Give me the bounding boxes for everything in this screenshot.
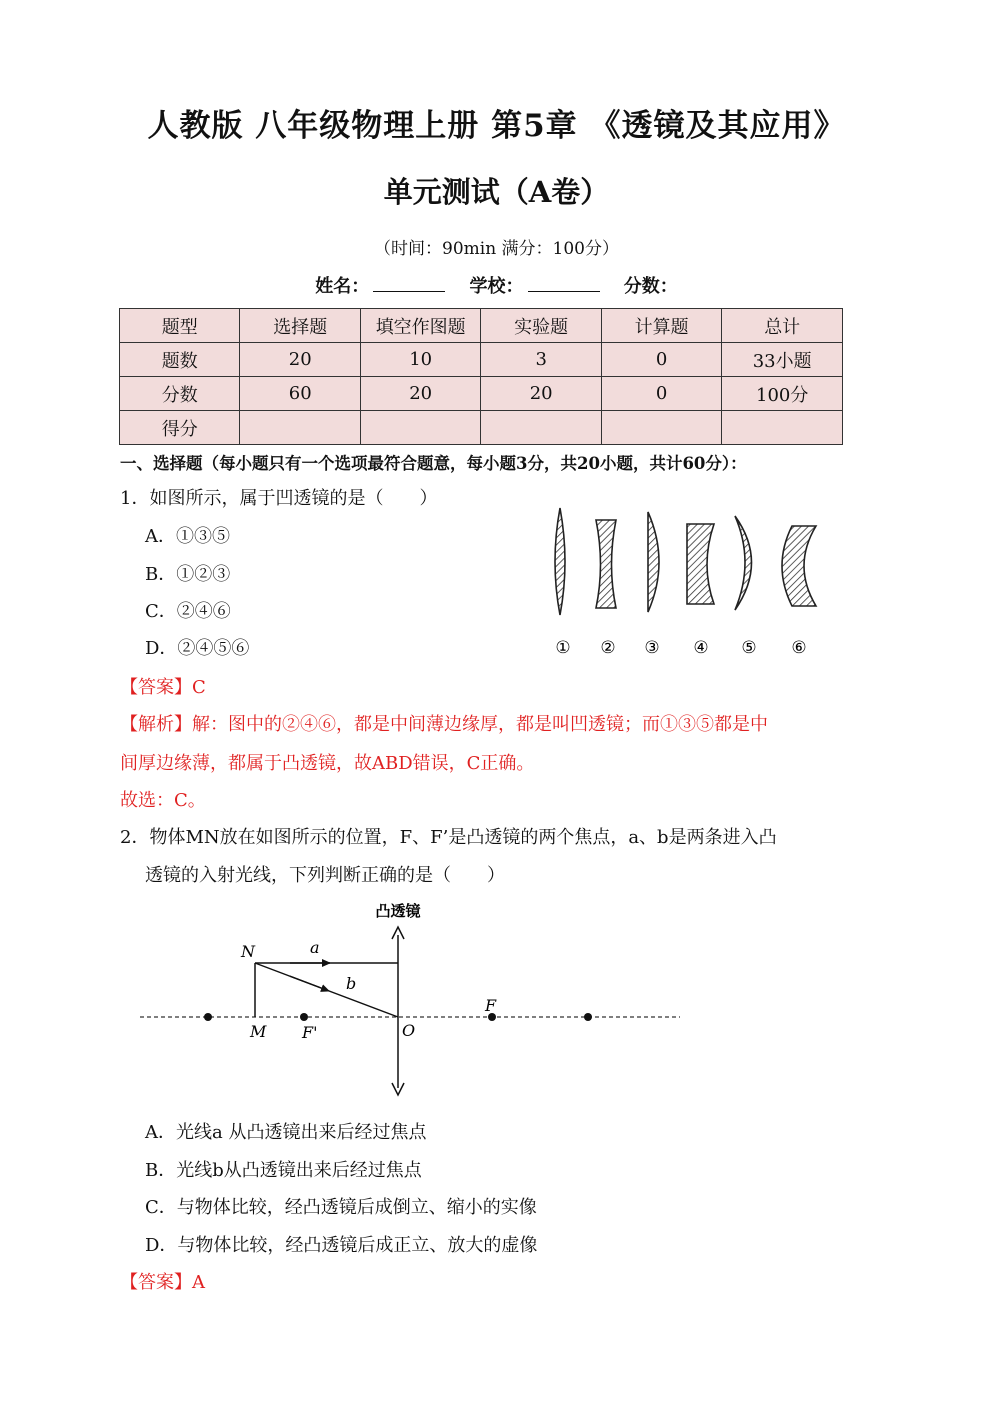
q2-option-b: B．光线b从凸透镜出来后经过焦点 bbox=[145, 1160, 422, 1181]
label-o: O bbox=[402, 1021, 416, 1040]
convex-lens-diagram bbox=[140, 895, 685, 1100]
lens-label-3: ③ bbox=[644, 638, 660, 658]
q2-option-c: C．与物体比较，经凸透镜后成倒立、缩小的实像 bbox=[145, 1197, 537, 1218]
table-cell bbox=[722, 411, 843, 445]
table-cell bbox=[481, 411, 601, 445]
score-label: 分数： bbox=[623, 276, 678, 297]
lens-label-6: ⑥ bbox=[791, 638, 807, 658]
lens-1-biconvex bbox=[555, 508, 565, 615]
answer-tag: 【答案】 bbox=[120, 1272, 192, 1293]
answer-value: A bbox=[192, 1272, 205, 1293]
q2-option-a: A．光线a 从凸透镜出来后经过焦点 bbox=[145, 1122, 427, 1143]
point-f-prime bbox=[300, 1013, 308, 1021]
answer-tag: 【答案】 bbox=[120, 677, 192, 698]
q1-answer bbox=[120, 673, 206, 699]
exam-meta: （时间：90min 满分：100分） bbox=[374, 239, 619, 259]
table-row bbox=[120, 343, 843, 377]
lens-4-plano-concave bbox=[687, 524, 714, 604]
point-2f-left bbox=[204, 1013, 212, 1021]
point-2f-right bbox=[584, 1013, 592, 1021]
school-label: 学校： bbox=[469, 276, 524, 297]
lens-figure bbox=[530, 500, 840, 665]
table-cell: 题型 bbox=[120, 309, 240, 343]
table-cell bbox=[360, 411, 480, 445]
score-table bbox=[119, 308, 843, 445]
label-f-prime: F' bbox=[302, 1023, 318, 1042]
table-cell: 选择题 bbox=[240, 309, 360, 343]
lens-5-convex-meniscus bbox=[735, 516, 752, 610]
table-cell: 0 bbox=[601, 343, 721, 377]
label-a: a bbox=[310, 938, 320, 957]
section-heading: 一、选择题（每小题只有一个选项最符合题意，每小题3分，共20小题，共计60分）： bbox=[120, 454, 747, 473]
table-cell: 实验题 bbox=[481, 309, 601, 343]
table-cell: 填空作图题 bbox=[360, 309, 480, 343]
table-cell: 100分 bbox=[722, 377, 843, 411]
lens-label-2: ② bbox=[600, 638, 616, 658]
q1-option-c: C．②④⑥ bbox=[145, 601, 231, 622]
lens-6-concave-meniscus bbox=[782, 526, 816, 606]
student-info bbox=[0, 272, 993, 298]
q1-conclusion: 故选：C。 bbox=[120, 790, 206, 811]
label-n: N bbox=[241, 942, 255, 961]
q1-option-d: D．②④⑤⑥ bbox=[145, 638, 250, 659]
label-b: b bbox=[346, 974, 357, 993]
table-cell: 分数 bbox=[120, 377, 240, 411]
q1-analysis-line1 bbox=[120, 710, 768, 736]
label-m: M bbox=[250, 1022, 267, 1041]
lens-2-biconcave bbox=[596, 520, 616, 608]
table-cell bbox=[240, 411, 360, 445]
table-cell: 20 bbox=[240, 343, 360, 377]
table-row bbox=[120, 309, 843, 343]
table-cell: 20 bbox=[481, 377, 601, 411]
table-cell: 20 bbox=[360, 377, 480, 411]
table-cell: 0 bbox=[601, 377, 721, 411]
q2-stem-line2: 透镜的入射光线，下列判断正确的是（ ） bbox=[145, 865, 505, 886]
lens-label: 凸透镜 bbox=[375, 902, 421, 920]
table-cell: 得分 bbox=[120, 411, 240, 445]
q2-option-d: D．与物体比较，经凸透镜后成正立、放大的虚像 bbox=[145, 1235, 538, 1256]
q1-option-b: B．①②③ bbox=[145, 564, 231, 585]
q1-option-a: A．①③⑤ bbox=[145, 526, 230, 547]
school-blank bbox=[528, 277, 600, 292]
lens-label-5: ⑤ bbox=[741, 638, 757, 658]
analysis-tag: 【解析】 bbox=[120, 714, 192, 735]
lens-label-1: ① bbox=[555, 638, 571, 658]
table-row bbox=[120, 411, 843, 445]
q2-stem-line1: 2．物体MN放在如图所示的位置，F、F’是凸透镜的两个焦点，a、b是两条进入凸 bbox=[120, 827, 777, 848]
name-blank bbox=[373, 277, 445, 292]
q1-analysis-line2: 间厚边缘薄，都属于凸透镜，故ABD错误，C正确。 bbox=[120, 753, 535, 774]
document-title: 人教版 八年级物理上册 第5章 《透镜及其应用》 bbox=[147, 108, 846, 144]
document-subtitle: 单元测试（A卷） bbox=[383, 175, 610, 209]
table-cell bbox=[601, 411, 721, 445]
table-cell: 10 bbox=[360, 343, 480, 377]
table-cell: 3 bbox=[481, 343, 601, 377]
table-cell: 总计 bbox=[722, 309, 843, 343]
lens-label-4: ④ bbox=[693, 638, 709, 658]
table-row bbox=[120, 377, 843, 411]
ray-b-arrow bbox=[290, 976, 329, 991]
table-cell: 题数 bbox=[120, 343, 240, 377]
q2-answer bbox=[120, 1268, 205, 1294]
label-f: F bbox=[485, 996, 497, 1015]
q1-stem: 1．如图所示，属于凹透镜的是（ ） bbox=[120, 488, 438, 509]
name-label: 姓名： bbox=[315, 276, 370, 297]
lens-3-plano-convex bbox=[648, 512, 659, 612]
analysis-text: 解：图中的②④⑥，都是中间薄边缘厚，都是叫凹透镜；而①③⑤都是中 bbox=[192, 714, 768, 735]
answer-value: C bbox=[192, 677, 206, 698]
table-cell: 60 bbox=[240, 377, 360, 411]
table-cell: 33小题 bbox=[722, 343, 843, 377]
table-cell: 计算题 bbox=[601, 309, 721, 343]
